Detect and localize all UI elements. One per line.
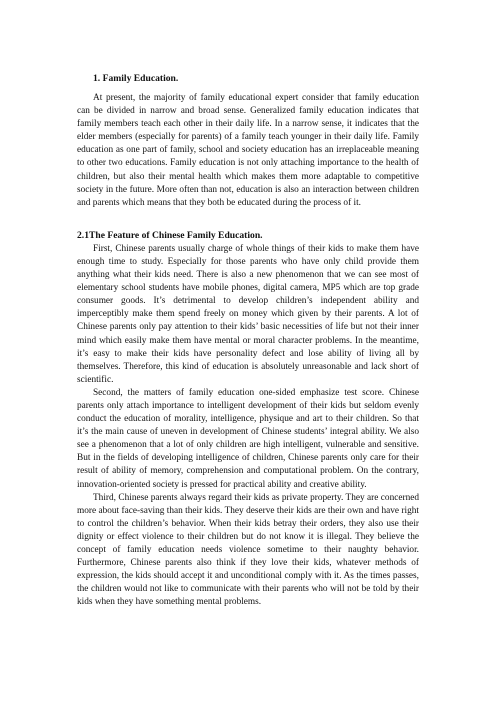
section-heading-family-education: 1. Family Education. bbox=[93, 73, 179, 84]
section-heading-chinese-family-education-feature: 2.1The Feature of Chinese Family Education. bbox=[77, 229, 263, 241]
paragraph-second-feature: Second, the matters of family education one-sided emphasize test score. Chinese parents only attach importance to intelligent development of their kids but seldom evenly conduct the education of morality, intelligence, physique and art to their children. So that it’s the main cause of uneven in development of Chinese students’ integral ability. We also see a phenomenon that a lot of only children are high intelligent, vulnerable and sensitive. But in the fields of developing intelligence of children, Chinese parents only care for their result of ability of memory, comprehension and computational problem. On the contrary, innovation-oriented society is pressed for practical ability and creative ability. bbox=[77, 387, 419, 490]
document-page bbox=[77, 72, 419, 609]
paragraph-family-education-definition: At present, the majority of family educational expert consider that family education can be divided in narrow and broad sense. Generalized family education indicates that family members teach each other in their daily life. In a narrow sense, it indicates that the elder members (especially for parents) of a family teach younger in their daily life. Family education as one part of family, school and society education has an irreplaceable meaning to other two educations. Family education is not only attaching importance to the health of children, but also their mental health which makes them more adaptable to competitive society in the future. More often than not, education is also an interaction between children and parents which means that they both be educated during the process of it. bbox=[77, 93, 419, 208]
paragraph-third-feature: Third, Chinese parents always regard their kids as private property. They are concerned more about face-saving than their kids. They deserve their kids are their own and have right to control the children’s behavior. When their kids betray their orders, they also use their dignity or effect violence to their children but do not know it is illegal. They believe the concept of family education needs violence sometime to their naughty behavior. Furthermore, Chinese parents also think if they love their kids, whatever methods of expression, the kids should accept it and unconditional comply with it. As the times passes, the children would not like to communicate with their parents who will not be told by their kids when they have something mental problems. bbox=[77, 492, 419, 608]
paragraph-first-feature: First, Chinese parents usually charge of whole things of their kids to make them have enough time to study. Especially for those parents who have only child provide them anything what their kids need. There is also a new phenomenon that we can see most of elementary school students have mobile phones, digital camera, MP5 which are top grade consumer goods. It’s detrimental to develop children’s independent ability and imperceptibly make them spend freely on money which given by their parents. A lot of Chinese parents only pay attention to their kids’ basic necessities of life but not their inner mind which easily make them have mental or moral character problems. In the meantime, it’s easy to make their kids have personality defect and lose ability of living all by themselves. Therefore, this kind of education is absolutely unreasonable and lack short of scientific. bbox=[77, 243, 419, 385]
